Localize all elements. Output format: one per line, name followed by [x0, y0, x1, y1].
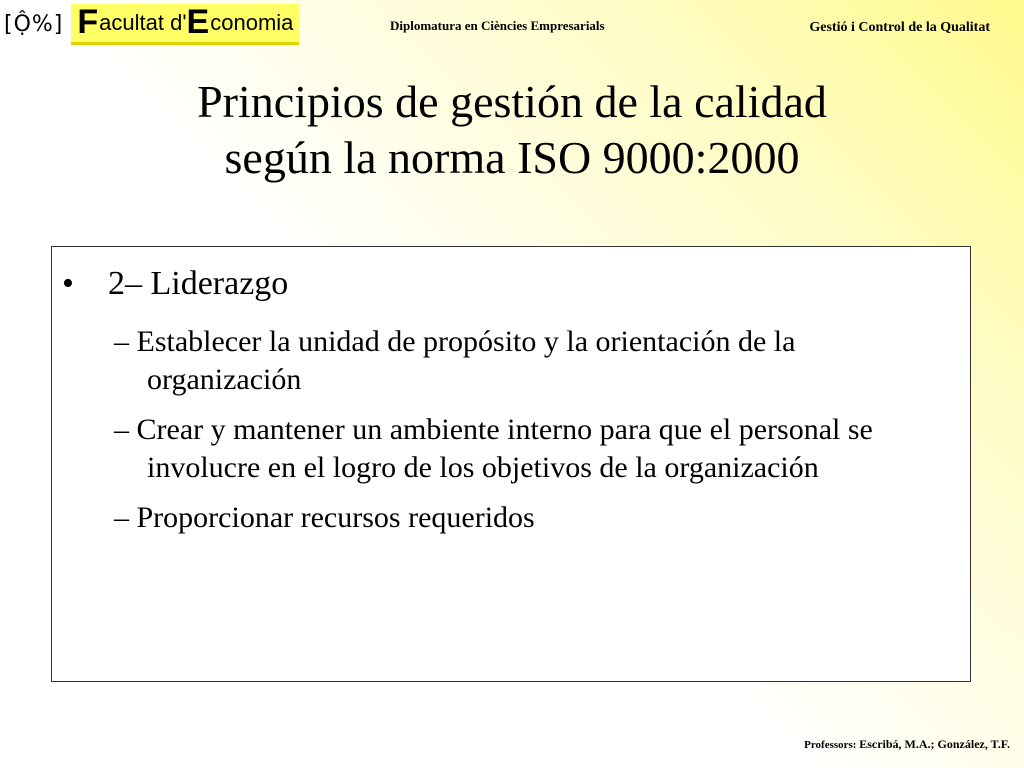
sub-bullet-item: – Proporcionar recursos requeridos	[114, 501, 535, 534]
content-box	[51, 246, 971, 682]
main-bullet	[62, 265, 288, 303]
footer-credits	[804, 737, 1010, 752]
main-bullet-text: 2– Liderazgo	[108, 265, 289, 302]
course-name: Gestió i Control de la Qualitat	[809, 20, 990, 35]
title-line-1: Principios de gestión de la calidad	[197, 76, 827, 127]
footer-label: Professors:	[804, 739, 857, 751]
footer-names: Escribá, M.A.; González, T.F.	[859, 737, 1010, 751]
logo-text-part1: acultat d'	[99, 9, 187, 35]
sub-bullet-item: – Establecer la unidad de propósito y la orientación de la organización	[114, 325, 796, 396]
sub-bullet-item: – Crear y mantener un ambiente interno para que el personal se involucre en el logro de los objetivos de la organización	[114, 413, 873, 484]
sub-bullet-list	[114, 323, 954, 549]
title-line-2: según la norma ISO 9000:2000	[224, 132, 800, 183]
slide-title	[0, 74, 1024, 186]
logo-letter-e: E	[186, 3, 210, 41]
logo-letter-f: F	[77, 3, 99, 41]
logo-text-part2: conomia	[210, 9, 294, 35]
bullet-dot-icon: •	[62, 265, 74, 302]
faculty-logo	[4, 2, 299, 46]
program-name: Diplomatura en Ciències Empresarials	[390, 18, 605, 33]
logo-name	[71, 4, 299, 45]
logo-symbol-icon: [Ộ%]	[4, 11, 64, 37]
